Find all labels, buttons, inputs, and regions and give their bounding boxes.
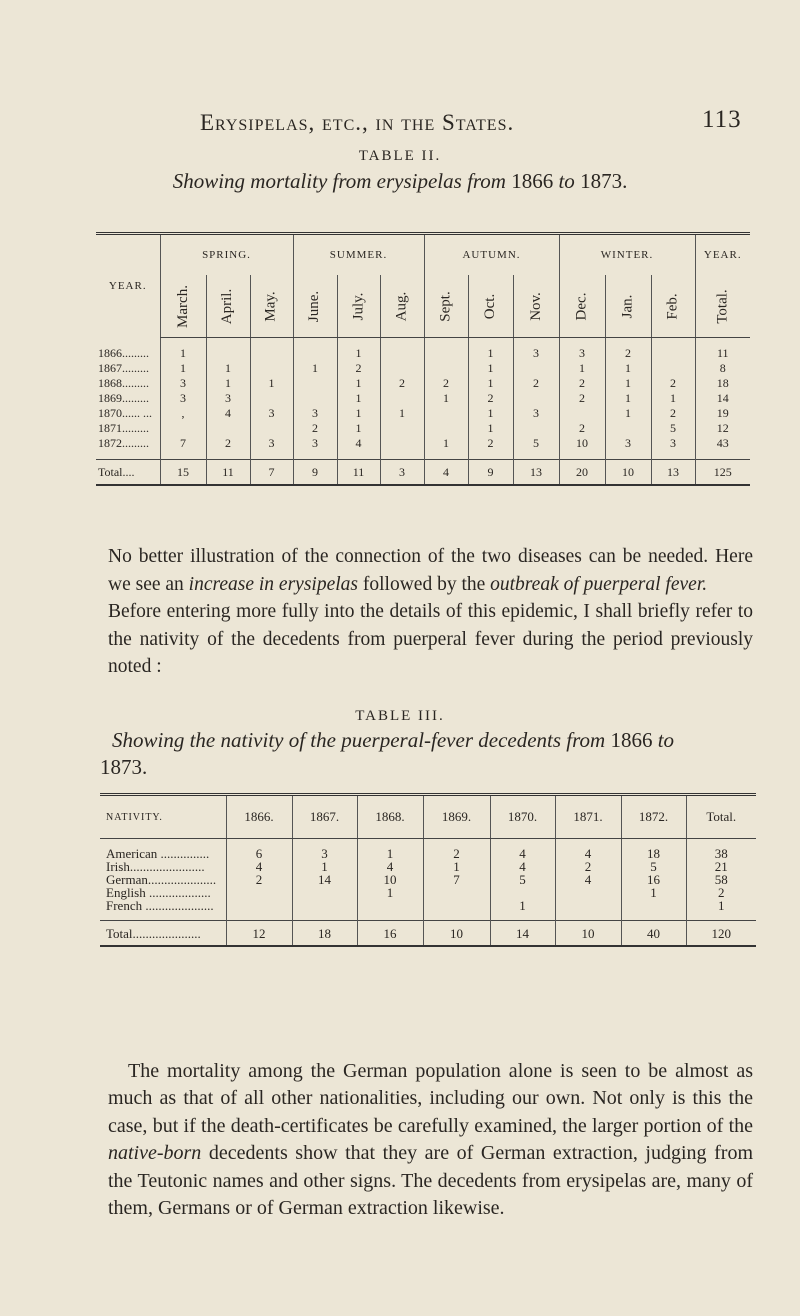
paragraph-text: decedents show that they are of German extraction, judging from the Teutonic names and other signs. The decedents from erysipelas are, many of them, Germans or of German extraction likewise. bbox=[108, 1142, 753, 1220]
table-cell: 2 bbox=[686, 886, 756, 899]
month-header bbox=[559, 275, 605, 338]
year-cell: 1866......... bbox=[98, 345, 149, 360]
table-cell bbox=[250, 421, 293, 436]
table-cell: 14 bbox=[292, 873, 357, 886]
table-cell: 12 bbox=[695, 421, 750, 436]
table-cell: 3 bbox=[160, 376, 206, 391]
table-cell: 3 bbox=[513, 338, 559, 362]
table-cell bbox=[160, 421, 206, 436]
year-header: 1871. bbox=[555, 796, 621, 839]
season-header-winter: WINTER. bbox=[559, 235, 695, 275]
month-header bbox=[160, 275, 206, 338]
table-cell: 7 bbox=[160, 436, 206, 460]
table-cell: 3 bbox=[206, 391, 250, 406]
table-cell: 15 bbox=[160, 460, 206, 486]
year-header: 1868. bbox=[357, 796, 423, 839]
month-label: July. bbox=[350, 292, 366, 320]
table-2-caption-from: 1866 bbox=[511, 169, 554, 193]
running-head-title: Erysipelas, etc., in the States. bbox=[200, 110, 515, 135]
table-2-caption-text: Showing mortality from erysipelas from bbox=[172, 169, 512, 193]
table-cell: 3 bbox=[250, 436, 293, 460]
table-cell: 1 bbox=[357, 886, 423, 899]
table-cell: 3 bbox=[293, 406, 337, 421]
nativity-cell: German..................... bbox=[106, 872, 217, 887]
table-cell bbox=[423, 886, 490, 899]
table-cell: 1 bbox=[160, 361, 206, 376]
paragraph-text: followed by the bbox=[358, 573, 491, 595]
table-row bbox=[100, 899, 756, 921]
table-cell: 18 bbox=[621, 839, 686, 861]
table-cell bbox=[250, 338, 293, 362]
table-cell bbox=[424, 361, 468, 376]
season-header-spring: SPRING. bbox=[160, 235, 293, 275]
table-row bbox=[96, 338, 750, 362]
table-cell bbox=[250, 391, 293, 406]
table-cell: 2 bbox=[513, 376, 559, 391]
paragraph-mortality-german bbox=[108, 1058, 753, 1222]
year-cell: 1870...... ... bbox=[98, 406, 152, 420]
table-cell bbox=[424, 406, 468, 421]
table-cell bbox=[357, 899, 423, 921]
table-cell: 14 bbox=[490, 921, 555, 947]
year-header: 1867. bbox=[292, 796, 357, 839]
table-cell: 16 bbox=[621, 873, 686, 886]
year-cell: 1869......... bbox=[98, 391, 149, 405]
table-2-caption-to-word: to bbox=[558, 169, 575, 193]
table-cell: 4 bbox=[424, 460, 468, 486]
table-cell: 18 bbox=[695, 376, 750, 391]
month-label: June. bbox=[306, 290, 323, 322]
table-cell: 2 bbox=[651, 406, 695, 421]
table-cell: 2 bbox=[293, 421, 337, 436]
table-cell: 9 bbox=[468, 460, 513, 486]
table-cell bbox=[513, 361, 559, 376]
table-cell: 1 bbox=[468, 338, 513, 362]
table-cell: 4 bbox=[555, 839, 621, 861]
table-cell: 12 bbox=[226, 921, 292, 947]
table-cell: 3 bbox=[293, 436, 337, 460]
table-cell: 3 bbox=[513, 406, 559, 421]
table-3-total-row bbox=[100, 921, 756, 947]
table-3-caption-text: Showing the nativity of the puerperal-fever decedents from bbox=[112, 728, 611, 752]
table-cell: 1 bbox=[468, 421, 513, 436]
table-cell bbox=[206, 421, 250, 436]
table-cell bbox=[380, 361, 424, 376]
table-cell: 4 bbox=[490, 839, 555, 861]
table-cell: 18 bbox=[292, 921, 357, 947]
table-cell: 1 bbox=[468, 361, 513, 376]
month-label: Dec. bbox=[573, 292, 590, 320]
table-cell: 1 bbox=[293, 361, 337, 376]
table-cell: 13 bbox=[513, 460, 559, 486]
table-cell: 2 bbox=[424, 376, 468, 391]
month-header bbox=[513, 275, 559, 338]
table-cell: 4 bbox=[357, 860, 423, 873]
table-cell: 1 bbox=[380, 406, 424, 421]
table-cell: 1 bbox=[357, 839, 423, 861]
table-cell: 3 bbox=[292, 839, 357, 861]
table-cell: 1 bbox=[337, 421, 380, 436]
year-column-header: YEAR. bbox=[108, 280, 147, 293]
table-cell: 2 bbox=[559, 376, 605, 391]
table-cell: 2 bbox=[468, 391, 513, 406]
table-cell: 3 bbox=[380, 460, 424, 486]
table-cell: 1 bbox=[292, 860, 357, 873]
table-cell bbox=[206, 338, 250, 362]
table-cell: 2 bbox=[559, 391, 605, 406]
table-cell: 4 bbox=[337, 436, 380, 460]
table-cell: 3 bbox=[160, 391, 206, 406]
month-header bbox=[651, 275, 695, 338]
table-cell: 43 bbox=[695, 436, 750, 460]
month-header bbox=[424, 275, 468, 338]
table-3-caption bbox=[100, 727, 720, 781]
month-header bbox=[380, 275, 424, 338]
table-cell bbox=[380, 421, 424, 436]
paragraph-emphasis: native-born bbox=[108, 1142, 202, 1165]
table-cell: 8 bbox=[695, 361, 750, 376]
paragraph-text: The mortality among the German population alone is seen to be almost as much as that of all other nationalities, including our own. Not only is this the case, but if the death-certificates be carefully examined, the larger portion of the bbox=[108, 1060, 753, 1137]
table-cell: 10 bbox=[357, 873, 423, 886]
total-label: Total..................... bbox=[100, 921, 226, 947]
table-cell bbox=[513, 391, 559, 406]
table-cell: 13 bbox=[651, 460, 695, 486]
total-header: Total. bbox=[686, 796, 756, 839]
total-label: Total.... bbox=[96, 460, 160, 486]
paragraph-text: No better illustration of the connection of the two diseases can be needed. Here we see an bbox=[108, 546, 753, 595]
table-cell: 1 bbox=[250, 376, 293, 391]
table-row bbox=[96, 361, 750, 376]
table-cell bbox=[424, 338, 468, 362]
table-cell: 1 bbox=[424, 436, 468, 460]
month-header bbox=[337, 275, 380, 338]
table-cell: 1 bbox=[605, 361, 651, 376]
table-cell: 1 bbox=[424, 391, 468, 406]
table-cell: 1 bbox=[206, 376, 250, 391]
table-cell: 11 bbox=[206, 460, 250, 486]
table-cell: 10 bbox=[559, 436, 605, 460]
table-cell: 3 bbox=[651, 436, 695, 460]
table-cell: 4 bbox=[226, 860, 292, 873]
table-cell: 1 bbox=[337, 338, 380, 362]
table-cell: 16 bbox=[357, 921, 423, 947]
table-cell: 7 bbox=[250, 460, 293, 486]
month-header bbox=[293, 275, 337, 338]
table-cell: 5 bbox=[513, 436, 559, 460]
table-cell: 1 bbox=[651, 391, 695, 406]
table-cell: 4 bbox=[555, 873, 621, 886]
table-cell bbox=[293, 338, 337, 362]
table-cell: 3 bbox=[605, 436, 651, 460]
table-cell: 20 bbox=[559, 460, 605, 486]
month-label: Oct. bbox=[481, 293, 498, 319]
table-cell: 7 bbox=[423, 873, 490, 886]
year-cell: 1868......... bbox=[98, 376, 149, 390]
nativity-cell: French ..................... bbox=[106, 898, 214, 913]
month-header bbox=[206, 275, 250, 338]
table-cell: 1 bbox=[686, 899, 756, 921]
nativity-cell: American ............... bbox=[106, 846, 210, 861]
month-label: March. bbox=[174, 284, 191, 328]
nativity-table bbox=[100, 793, 756, 947]
table-cell bbox=[651, 338, 695, 362]
month-label: Sept. bbox=[437, 290, 454, 322]
month-label: Nov. bbox=[527, 291, 544, 321]
table-2-label: TABLE II. bbox=[358, 148, 442, 164]
table-2-total-row bbox=[96, 460, 750, 486]
month-header bbox=[605, 275, 651, 338]
table-cell bbox=[605, 421, 651, 436]
table-cell: 5 bbox=[651, 421, 695, 436]
paragraph-emphasis: increase in erysipelas bbox=[188, 573, 358, 595]
table-cell: 3 bbox=[250, 406, 293, 421]
table-cell: 2 bbox=[651, 376, 695, 391]
table-cell: 1 bbox=[605, 406, 651, 421]
month-header bbox=[695, 275, 750, 338]
table-cell bbox=[293, 376, 337, 391]
table-cell bbox=[423, 899, 490, 921]
table-cell bbox=[424, 421, 468, 436]
paragraph-illustration bbox=[108, 543, 753, 681]
table-cell: 2 bbox=[206, 436, 250, 460]
table-cell: 21 bbox=[686, 860, 756, 873]
table-cell: 2 bbox=[380, 376, 424, 391]
table-3-body bbox=[100, 839, 756, 921]
table-cell: 125 bbox=[695, 460, 750, 486]
table-cell: 6 bbox=[226, 839, 292, 861]
table-2-caption bbox=[0, 168, 800, 195]
year-cell: 1867......... bbox=[98, 361, 149, 375]
table-row bbox=[96, 391, 750, 406]
paragraph-nativity-intro: Before entering more fully into the details of this epidemic, I shall briefly refer to the nativity of the decedents from puerperal fever during the period previously noted : bbox=[108, 601, 753, 677]
table-cell: 14 bbox=[695, 391, 750, 406]
table-cell: 2 bbox=[423, 839, 490, 861]
table-cell bbox=[292, 886, 357, 899]
table-cell: 2 bbox=[468, 436, 513, 460]
page-number: 113 bbox=[702, 106, 742, 133]
season-header-autumn: AUTUMN. bbox=[424, 235, 559, 275]
month-label: April. bbox=[219, 288, 236, 324]
table-cell: 2 bbox=[559, 421, 605, 436]
season-header-summer: SUMMER. bbox=[293, 235, 424, 275]
nativity-column-header: NATIVITY. bbox=[100, 796, 226, 839]
table-cell: 1 bbox=[559, 361, 605, 376]
table-cell bbox=[513, 421, 559, 436]
table-cell bbox=[380, 436, 424, 460]
table-cell: 1 bbox=[605, 376, 651, 391]
year-header: 1870. bbox=[490, 796, 555, 839]
year-header: 1866. bbox=[226, 796, 292, 839]
year-cell: 1872......... bbox=[98, 436, 149, 450]
year-header: 1872. bbox=[621, 796, 686, 839]
table-cell: 1 bbox=[621, 886, 686, 899]
table-cell: 2 bbox=[337, 361, 380, 376]
table-row bbox=[100, 839, 756, 861]
table-cell: 5 bbox=[490, 873, 555, 886]
month-label: Jan. bbox=[619, 294, 636, 318]
table-cell bbox=[621, 899, 686, 921]
table-cell bbox=[559, 406, 605, 421]
table-cell: 1 bbox=[337, 406, 380, 421]
table-cell: 1 bbox=[423, 860, 490, 873]
table-cell: 120 bbox=[686, 921, 756, 947]
nativity-cell: English ................... bbox=[106, 885, 211, 900]
year-header: 1869. bbox=[423, 796, 490, 839]
table-cell: 1 bbox=[490, 899, 555, 921]
table-cell bbox=[226, 899, 292, 921]
nativity-cell: Irish....................... bbox=[106, 859, 205, 874]
table-3-label: TABLE III. bbox=[355, 708, 445, 724]
table-3-caption-to: 1873. bbox=[100, 755, 148, 779]
table-2-caption-to: 1873. bbox=[580, 169, 628, 193]
table-cell: 58 bbox=[686, 873, 756, 886]
table-cell bbox=[293, 391, 337, 406]
table-3-caption-from: 1866 bbox=[610, 728, 653, 752]
table-cell: 2 bbox=[555, 860, 621, 873]
season-header-year: YEAR. bbox=[695, 235, 750, 275]
table-cell bbox=[380, 338, 424, 362]
table-cell: 19 bbox=[695, 406, 750, 421]
table-cell bbox=[380, 391, 424, 406]
year-cell: 1871......... bbox=[98, 421, 149, 435]
table-row bbox=[96, 406, 750, 421]
table-cell: 11 bbox=[337, 460, 380, 486]
paragraph-emphasis: outbreak of puerperal fever. bbox=[490, 573, 708, 595]
table-cell: 10 bbox=[423, 921, 490, 947]
month-label: Total. bbox=[714, 288, 731, 324]
month-label: Feb. bbox=[664, 292, 681, 320]
table-cell: 11 bbox=[695, 338, 750, 362]
table-cell: 1 bbox=[468, 376, 513, 391]
table-cell: 1 bbox=[605, 391, 651, 406]
table-cell: 1 bbox=[160, 338, 206, 362]
table-3-caption-to-word: to bbox=[657, 728, 675, 752]
table-cell: 40 bbox=[621, 921, 686, 947]
table-cell bbox=[292, 899, 357, 921]
table-row bbox=[96, 436, 750, 460]
table-cell: 1 bbox=[337, 391, 380, 406]
month-header bbox=[468, 275, 513, 338]
table-cell bbox=[555, 899, 621, 921]
table-cell: 1 bbox=[337, 376, 380, 391]
table-cell: 10 bbox=[555, 921, 621, 947]
table-cell: 5 bbox=[621, 860, 686, 873]
table-cell: 1 bbox=[468, 406, 513, 421]
table-row bbox=[96, 421, 750, 436]
erysipelas-mortality-table bbox=[96, 232, 750, 486]
month-label: Aug. bbox=[393, 291, 410, 321]
table-cell: 10 bbox=[605, 460, 651, 486]
month-label: May. bbox=[263, 290, 279, 322]
table-row bbox=[96, 376, 750, 391]
table-cell: , bbox=[160, 406, 206, 421]
table-cell: 2 bbox=[605, 338, 651, 362]
table-cell: 9 bbox=[293, 460, 337, 486]
table-cell: 1 bbox=[206, 361, 250, 376]
month-header bbox=[250, 275, 293, 338]
table-cell: 38 bbox=[686, 839, 756, 861]
table-cell bbox=[555, 886, 621, 899]
table-cell: 2 bbox=[226, 873, 292, 886]
table-cell bbox=[250, 361, 293, 376]
table-cell: 4 bbox=[490, 860, 555, 873]
table-cell bbox=[651, 361, 695, 376]
table-cell bbox=[226, 886, 292, 899]
table-cell: 3 bbox=[559, 338, 605, 362]
table-2-body bbox=[96, 338, 750, 460]
table-cell: 4 bbox=[206, 406, 250, 421]
